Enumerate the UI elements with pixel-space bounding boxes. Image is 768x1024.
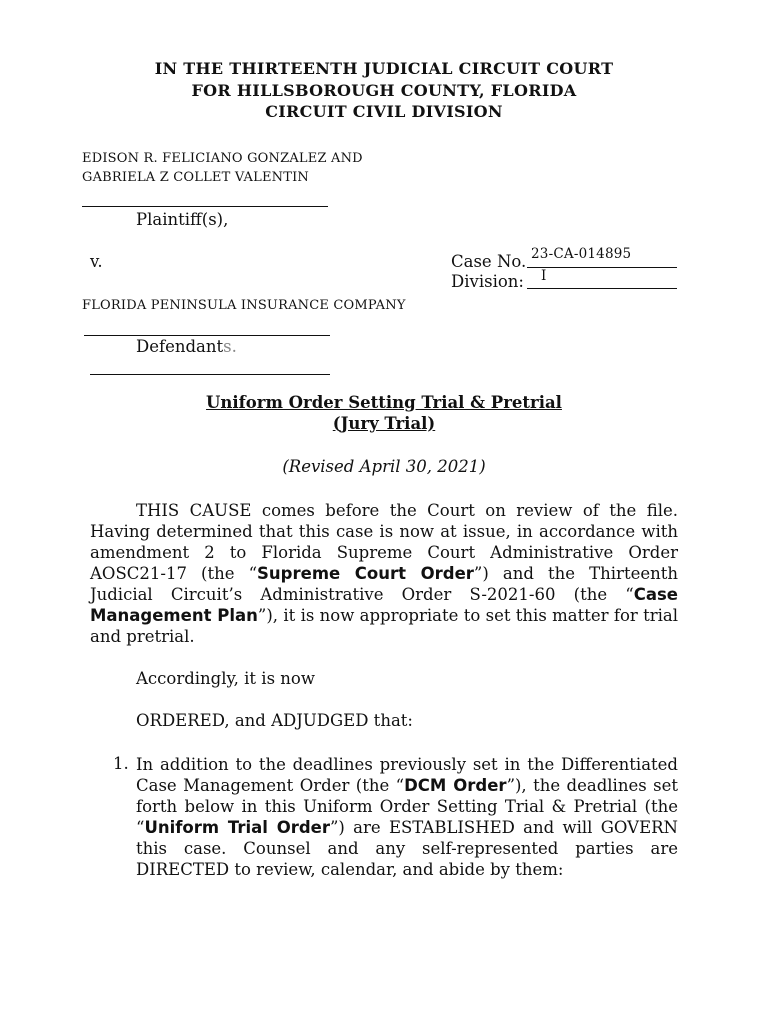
defined-term-management-plan: Management Plan [90,606,258,625]
paragraph-line: Having determined that this case is now at issue, in accordance with [90,522,678,541]
plaintiff-name-line-1: EDISON R. FELICIANO GONZALEZ AND [82,151,363,166]
list-item-number: 1. [113,754,129,773]
plaintiff-name-line-2: GABRIELA Z COLLET VALENTIN [82,170,309,185]
plaintiff-label: Plaintiff(s), [136,210,229,229]
case-number-label: Case No. [451,252,527,271]
versus-label: v. [90,252,103,271]
text-run: ”) and the Thirteenth [473,564,678,583]
defendant-label-tail: s. [223,337,237,356]
list-item-line [136,775,678,796]
case-number-rule [527,267,677,268]
defined-term-dcm-order: DCM Order [404,776,507,795]
defined-term-uniform-trial-order: Uniform Trial Order [144,818,330,837]
paragraph-line [90,563,678,584]
list-item-1 [136,754,678,880]
division-label: Division: [451,272,524,291]
list-item-line: In addition to the deadlines previously set in the Differentiated [136,755,678,774]
paragraph-intro [90,500,678,647]
text-run: ”) are ESTABLISHED and will GOVERN [330,818,678,837]
court-name-line-2: FOR HILLSBOROUGH COUNTY, FLORIDA [191,81,577,100]
defendant-label [136,337,237,356]
paragraph-line: THIS CAUSE comes before the Court on review of the file. [136,501,678,520]
plaintiff-signature-rule [82,206,328,207]
defendant-name-rule [84,335,330,336]
paragraph-line [90,605,678,626]
list-item-line: forth below in this Uniform Order Setting Trial & Pretrial (the [136,797,678,816]
text-run: Judicial Circuit’s Administrative Order S-2021-60 (the “ [90,585,634,604]
order-title-line-2: (Jury Trial) [332,414,436,433]
defendant-label-main: Defendant [136,337,224,356]
division-rule [527,288,677,289]
defendant-name: FLORIDA PENINSULA INSURANCE COMPANY [82,298,406,313]
case-number-value: 23-CA-014895 [531,246,632,262]
defined-term-supreme-court-order: Supreme Court Order [257,564,474,583]
ordered-text: ORDERED, and ADJUDGED that: [136,711,413,730]
division-value: I [541,268,547,284]
defined-term-case: Case [633,585,678,604]
revised-date: (Revised April 30, 2021) [282,457,486,476]
list-item-line: DIRECTED to review, calendar, and abide by them: [136,860,564,879]
text-run: “ [136,818,145,837]
list-item-line [136,817,678,838]
accordingly-text: Accordingly, it is now [136,669,315,688]
paragraph-line [90,584,678,605]
court-division: CIRCUIT CIVIL DIVISION [265,102,503,121]
order-title [0,393,768,412]
text-run: ”), it is now appropriate to set this matter for trial [257,606,678,625]
court-name-line-1: IN THE THIRTEENTH JUDICIAL CIRCUIT COURT [154,59,614,78]
paragraph-line: and pretrial. [90,627,195,646]
text-run: AOSC21-17 (the “ [90,564,258,583]
list-item-line: this case. Counsel and any self-represented parties are [136,839,678,858]
text-run: Case Management Order (the “ [136,776,405,795]
order-title-line-1: Uniform Order Setting Trial & Pretrial [206,393,562,412]
paragraph-line: amendment 2 to Florida Supreme Court Administrative Order [90,543,678,562]
text-run: ”), the deadlines set [506,776,678,795]
order-subtitle [0,414,768,433]
defendant-signature-rule [90,374,330,375]
